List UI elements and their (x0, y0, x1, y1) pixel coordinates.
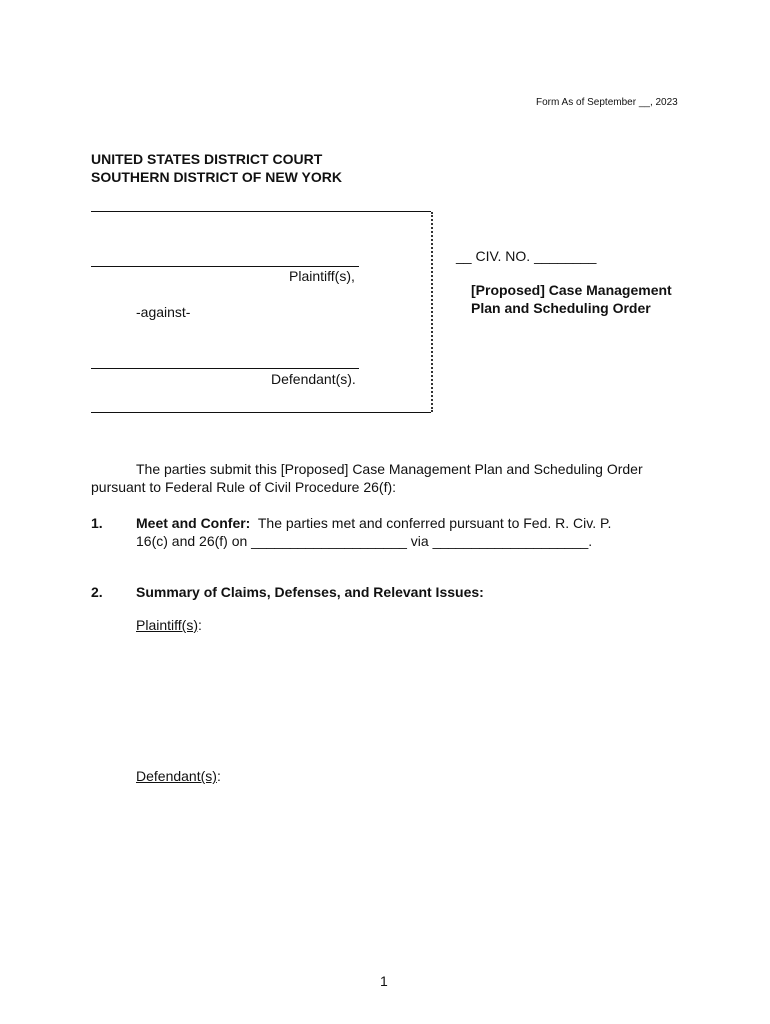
defendant-label: Defendant(s). (271, 371, 356, 387)
section-1-line1 (136, 515, 611, 531)
court-district: SOUTHERN DISTRICT OF NEW YORK (91, 169, 342, 185)
defendant-summary-text: Defendant(s) (136, 768, 217, 784)
plaintiff-summary-label (136, 617, 202, 633)
plaintiff-name-blank (91, 266, 359, 267)
intro-line2: pursuant to Federal Rule of Civil Procedure 26(f): (91, 479, 397, 495)
plaintiff-summary-colon: : (197, 617, 202, 633)
document-title-line2: Plan and Scheduling Order (471, 300, 651, 316)
against-label: -against- (136, 304, 191, 320)
defendant-name-blank (91, 368, 359, 369)
caption-dotted-divider (431, 212, 433, 412)
defendant-summary-label (136, 768, 221, 784)
page-number: 1 (380, 973, 388, 989)
document-title-line1: [Proposed] Case Management (471, 282, 672, 298)
section-1-text: The parties met and conferred pursuant to Fed. R. Civ. P. (257, 515, 612, 531)
section-1-line2: 16(c) and 26(f) on ____________________ via ____________________. (136, 533, 593, 549)
section-1-heading: Meet and Confer: (136, 515, 251, 531)
civil-number: __ CIV. NO. ________ (456, 248, 597, 264)
section-2-number: 2. (91, 584, 103, 600)
section-2-heading: Summary of Claims, Defenses, and Relevant Issues: (136, 584, 484, 600)
caption-bottom-rule (91, 412, 431, 413)
plaintiff-label: Plaintiff(s), (289, 268, 355, 284)
form-date-note: Form As of September __, 2023 (536, 97, 678, 108)
section-1-number: 1. (91, 515, 103, 531)
intro-line1: The parties submit this [Proposed] Case Management Plan and Scheduling Order (136, 461, 643, 477)
caption-top-rule (91, 211, 431, 212)
plaintiff-summary-text: Plaintiff(s) (136, 617, 198, 633)
court-name: UNITED STATES DISTRICT COURT (91, 151, 323, 167)
defendant-summary-colon: : (216, 768, 221, 784)
